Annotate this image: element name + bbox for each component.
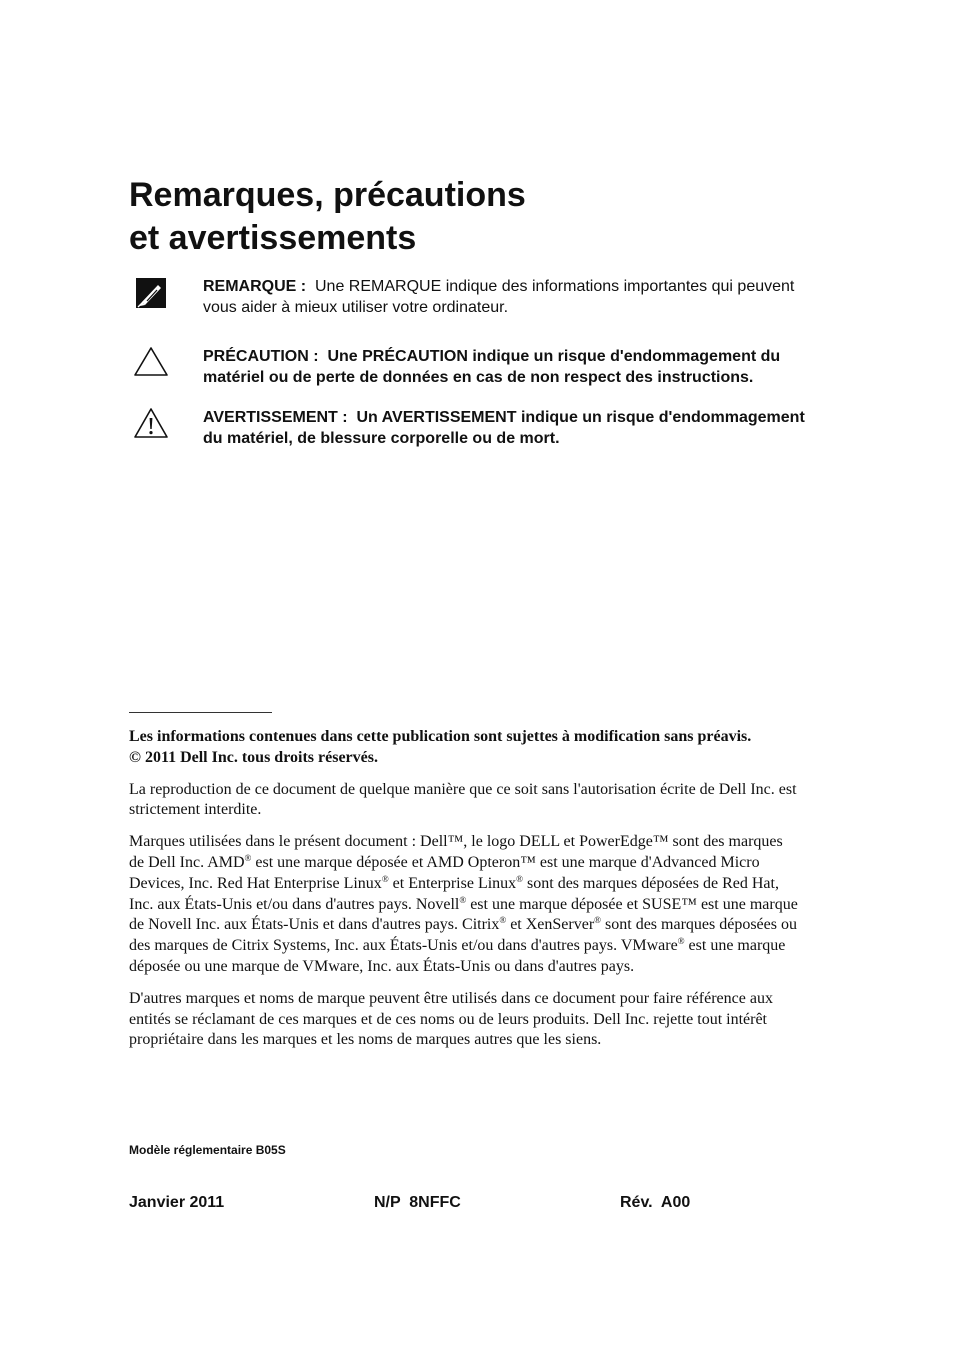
- page-title: [129, 174, 526, 260]
- title-line-2: et avertissements: [129, 219, 417, 257]
- title-line-1: Remarques, précautions: [129, 176, 526, 214]
- caution-triangle-icon: [128, 346, 174, 380]
- registered-mark: ®: [499, 915, 507, 926]
- registered-mark: ®: [677, 936, 685, 947]
- copyright-line: © 2011 Dell Inc. tous droits réservés.: [129, 748, 378, 766]
- reproduction-paragraph: La reproduction de ce document de quelque manière que ce soit sans l'autorisation écrite de Dell Inc. est strictement interdite.: [129, 780, 797, 819]
- registered-mark: ®: [516, 873, 524, 884]
- registered-mark: ®: [594, 915, 602, 926]
- pencil-note-icon: [128, 276, 174, 310]
- revision: Rév. A00: [620, 1194, 691, 1211]
- registered-mark: ®: [381, 873, 389, 884]
- warning-body: Un AVERTISSEMENT indique un risque d'endommagement du matériel, de blessure corporelle ou de mort.: [203, 409, 805, 447]
- other-marks-paragraph: D'autres marques et noms de marque peuvent être utilisés dans ce document pour faire référence aux entités se réclamant de ces marques et de ces noms ou de leurs produits. Dell Inc. rejette tout intérêt propriétaire dans les marques et les noms de marques autres que les siens.: [129, 989, 773, 1049]
- note-body: Une REMARQUE indique des informations importantes qui peuvent vous aider à mieux utiliser votre ordinateur.: [203, 278, 795, 316]
- registered-mark: ®: [244, 852, 252, 863]
- caution-body: Une PRÉCAUTION indique un risque d'endommagement du matériel ou de perte de données en cas de non respect des instructions.: [203, 348, 781, 386]
- caution-text: [203, 346, 823, 388]
- warning-label: AVERTISSEMENT :: [203, 409, 348, 426]
- registered-mark: ®: [459, 894, 467, 905]
- change-notice: Les informations contenues dans cette publication sont sujettes à modification sans préavis.: [129, 728, 752, 745]
- warning-text: [203, 407, 823, 449]
- publication-date: Janvier 2011: [129, 1194, 225, 1211]
- part-number: N/P 8NFFC: [374, 1194, 461, 1211]
- trademarks-paragraph: Marques utilisées dans le présent document : Dell™, le logo DELL et PowerEdge™ sont des marques de Dell Inc. AMD® est une marque déposée et AMD Opteron™ est une marque d'Advanced Micro Devices, Inc. Red Hat Enterprise Linux® et Enterprise Linux® sont des marques déposées de Red Hat, Inc. aux États-Unis et/ou dans d'autres pays. Novell® est une marque déposée et SUSE™ est une marque de Novell Inc. aux États-Unis et dans d'autres pays. Citrix® et XenServer® sont des marques déposées ou des marques de Citrix Systems, Inc. aux États-Unis et/ou dans d'autres pays. VMware® est une marque déposée ou une marque de VMware, Inc. aux États-Unis ou dans d'autres pays.: [129, 833, 798, 975]
- note-label: REMARQUE :: [203, 278, 307, 295]
- caution-label: PRÉCAUTION :: [203, 348, 319, 365]
- warning-triangle-icon: [128, 407, 174, 441]
- note-text: [203, 276, 823, 318]
- footnote-divider: [129, 712, 272, 713]
- regulatory-model: Modèle réglementaire B05S: [129, 1143, 286, 1157]
- legal-block: [129, 727, 799, 1062]
- legal-header: [129, 727, 799, 769]
